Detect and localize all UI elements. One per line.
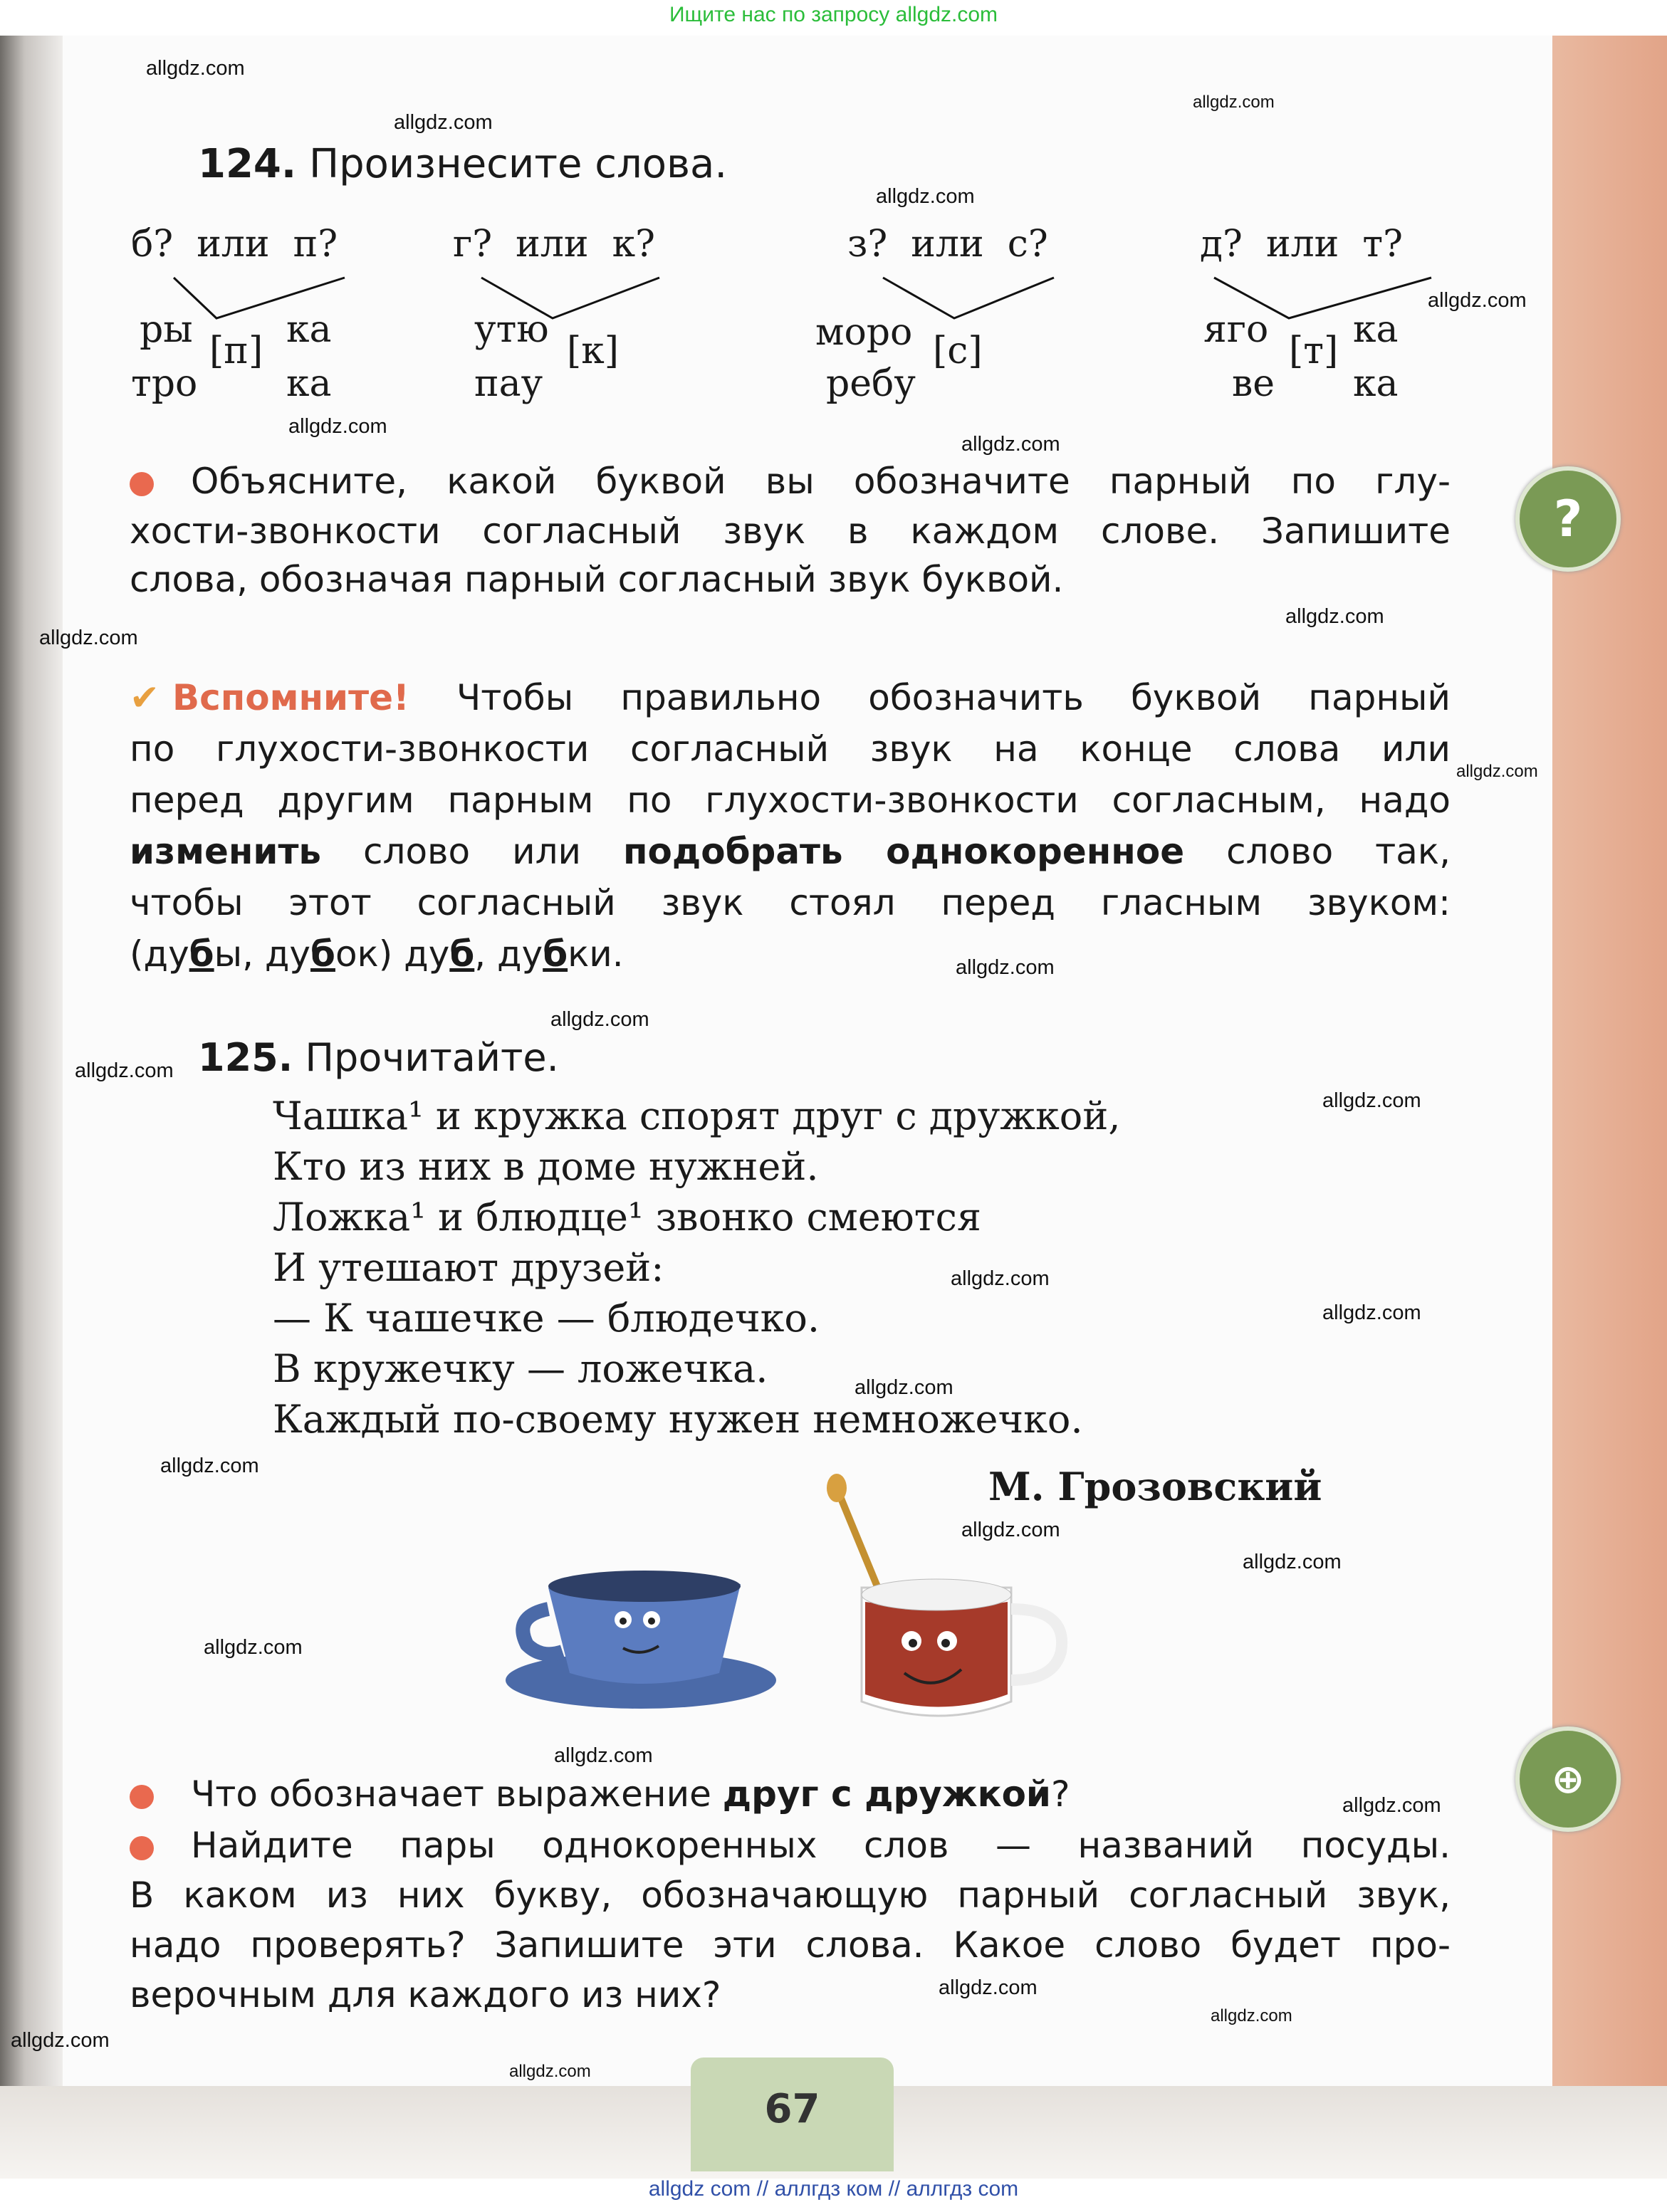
watermark: allgdz.com: [288, 415, 387, 438]
watermark: allgdz.com: [939, 1976, 1038, 1999]
watermark: allgdz.com: [1285, 605, 1384, 628]
watermark: allgdz.com: [1243, 1551, 1342, 1573]
task-124-line-3: слова, обозначая парный согласный звук буквой.: [130, 559, 1064, 600]
letter-group-2: г? или к? утю [к] пау: [453, 224, 709, 409]
pencil-check-icon: ✔: [130, 677, 160, 718]
watermark: allgdz.com: [146, 57, 245, 80]
exercise-124-heading: 124. Произнесите слова.: [198, 141, 728, 187]
watermark: allgdz.com: [956, 956, 1055, 979]
letter-group-3: з? или с? моро [с] ребу: [812, 224, 1068, 409]
watermark: allgdz.com: [1428, 289, 1527, 312]
poem-line: И утешают друзей:: [273, 1245, 664, 1290]
remember-line-6: (дубы, дубок) дуб, дубки.: [130, 933, 624, 975]
watermark: allgdz.com: [1322, 1301, 1421, 1324]
remember-line-2: по глухости-звонкости согласный звук на конце слова или: [130, 728, 1451, 770]
question-2-line-4: верочным для каждого из них?: [130, 1974, 721, 2016]
poem-line: Чашка¹ и кружка спорят друг с дружкой,: [273, 1094, 1121, 1138]
watermark: allgdz.com: [39, 627, 138, 649]
poem-line: Каждый по-своему нужен немножечко.: [273, 1397, 1083, 1442]
watermark: allgdz.com: [961, 1519, 1060, 1541]
watermark: allgdz.com: [1322, 1089, 1421, 1112]
bullet-icon: [130, 472, 154, 496]
red-mug-icon: [827, 1474, 1062, 1716]
remember-line-4: изменить слово или подобрать однокоренное слово так,: [130, 831, 1451, 872]
blue-cup-icon: [506, 1571, 776, 1709]
watermark: allgdz.com: [11, 2029, 110, 2052]
poem-line: — К чашечке — блюдечко.: [273, 1296, 820, 1341]
watermark: allgdz.com: [394, 111, 493, 134]
watermark: allgdz.com: [554, 1744, 653, 1767]
watermark: allgdz.com: [876, 185, 975, 208]
poem-line: В кружечку — ложечка.: [273, 1346, 768, 1391]
question-2-line-3: надо проверять? Запишите эти слова. Какое слово будет про-: [130, 1924, 1451, 1966]
poem-line: Кто из них в доме нужней.: [273, 1144, 819, 1189]
remember-line-3: перед другим парным по глухости-звонкости согласным, надо: [130, 780, 1451, 821]
cups-illustration: [498, 1467, 1111, 1751]
task-124-line-1: Объясните, какой буквой вы обозначите парный по глу-: [130, 461, 1451, 501]
watermark: allgdz.com: [1342, 1794, 1441, 1817]
bullet-icon: [130, 1836, 154, 1860]
watermark: allgdz.com: [550, 1008, 649, 1031]
remember-line-1: ✔ Вспомните! Чтобы правильно обозначить буквой парный: [130, 677, 1451, 718]
watermark: allgdz.com: [204, 1636, 303, 1659]
letter-group-1: б? или п? ры [п] ка тро ка: [131, 224, 387, 409]
exercise-125-heading: 125. Прочитайте.: [198, 1035, 559, 1080]
watermark: allgdz.com: [1211, 2006, 1292, 2025]
poem-author: М. Грозовский: [988, 1464, 1322, 1509]
question-2-line-1: Найдите пары однокоренных слов — названий посуды.: [130, 1825, 1451, 1865]
watermark: allgdz.com: [1193, 93, 1275, 112]
watermark: allgdz.com: [509, 2062, 591, 2081]
task-124-line-2: хости-звонкости согласный звук в каждом слове. Запишите: [130, 510, 1451, 552]
poem-line: Ложка¹ и блюдце¹ звонко смеются: [273, 1195, 981, 1239]
book-spine: [0, 36, 63, 2171]
top-banner[interactable]: Ищите нас по запросу allgdz.com: [669, 3, 998, 26]
remember-line-5: чтобы этот согласный звук стоял перед гласным звуком:: [130, 882, 1451, 923]
watermark: allgdz.com: [75, 1059, 174, 1082]
help-question-icon[interactable]: ?: [1515, 466, 1621, 572]
watermark: allgdz.com: [951, 1267, 1050, 1290]
footer-links[interactable]: allgdz com // аллгдз ком // аллгдз com: [648, 2177, 1019, 2201]
watermark: allgdz.com: [160, 1454, 259, 1477]
letter-group-4: д? или т? яго [т] ка ве ка: [1200, 224, 1456, 409]
question-1: Что обозначает выражение друг с дружкой?: [130, 1774, 1451, 1814]
add-folder-icon[interactable]: ⊕: [1515, 1726, 1621, 1832]
watermark: allgdz.com: [1456, 762, 1538, 781]
question-2-line-2: В каком из них букву, обозначающую парный согласный звук,: [130, 1875, 1451, 1916]
watermark: allgdz.com: [855, 1376, 953, 1399]
page-number: 67: [764, 2086, 820, 2132]
watermark: allgdz.com: [961, 433, 1060, 456]
bullet-icon: [130, 1785, 154, 1809]
